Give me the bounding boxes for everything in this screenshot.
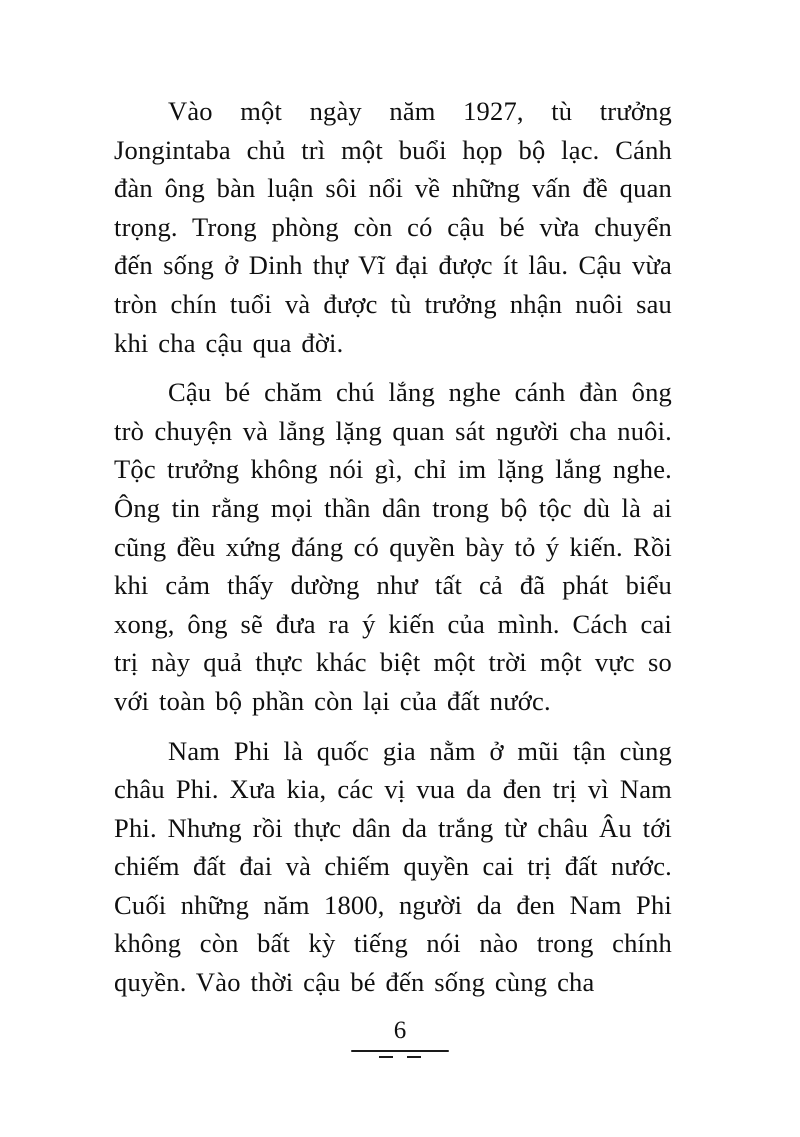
page-footer — [0, 1016, 800, 1058]
footer-rule-dash — [379, 1056, 393, 1058]
footer-rule-dash — [407, 1056, 421, 1058]
footer-rule-marks — [379, 1056, 421, 1058]
page-number: 6 — [393, 1017, 407, 1044]
body-paragraph: Cậu bé chăm chú lắng nghe cánh đàn ông trò chuyện và lẳng lặng quan sát người cha nuôi. Tộc trưởng không nói gì, chỉ im lặng lắng nghe. Ông tin rằng mọi thần dân trong bộ tộc dù là ai cũng đều xứng đáng có quyền bày tỏ ý kiến. Rồi khi cảm thấy dường như tất cả đã phát biểu xong, ông sẽ đưa ra ý kiến của mình. Cách cai trị này quả thực khác biệt một trời một vực so với toàn bộ phần còn lại của đất nước. — [114, 377, 672, 716]
body-paragraph: Vào một ngày năm 1927, tù trưởng Jongintaba chủ trì một buổi họp bộ lạc. Cánh đàn ông bàn luận sôi nổi về những vấn đề quan trọng. Trong phòng còn có cậu bé vừa chuyển đến sống ở Dinh thự Vĩ đại được ít lâu. Cậu vừa tròn chín tuổi và được tù trưởng nhận nuôi sau khi cha cậu qua đời. — [114, 96, 672, 358]
body-paragraph: Nam Phi là quốc gia nằm ở mũi tận cùng châu Phi. Xưa kia, các vị vua da đen trị vì Nam Phi. Nhưng rồi thực dân da trắng từ châu Âu tới chiếm đất đai và chiếm quyền cai trị đất nước. Cuối những năm 1800, người da đen Nam Phi không còn bất kỳ tiếng nói nào trong chính quyền. Vào thời cậu bé đến sống cùng cha — [114, 735, 672, 998]
book-page-text-block — [114, 92, 672, 1013]
footer-rule — [351, 1050, 449, 1052]
